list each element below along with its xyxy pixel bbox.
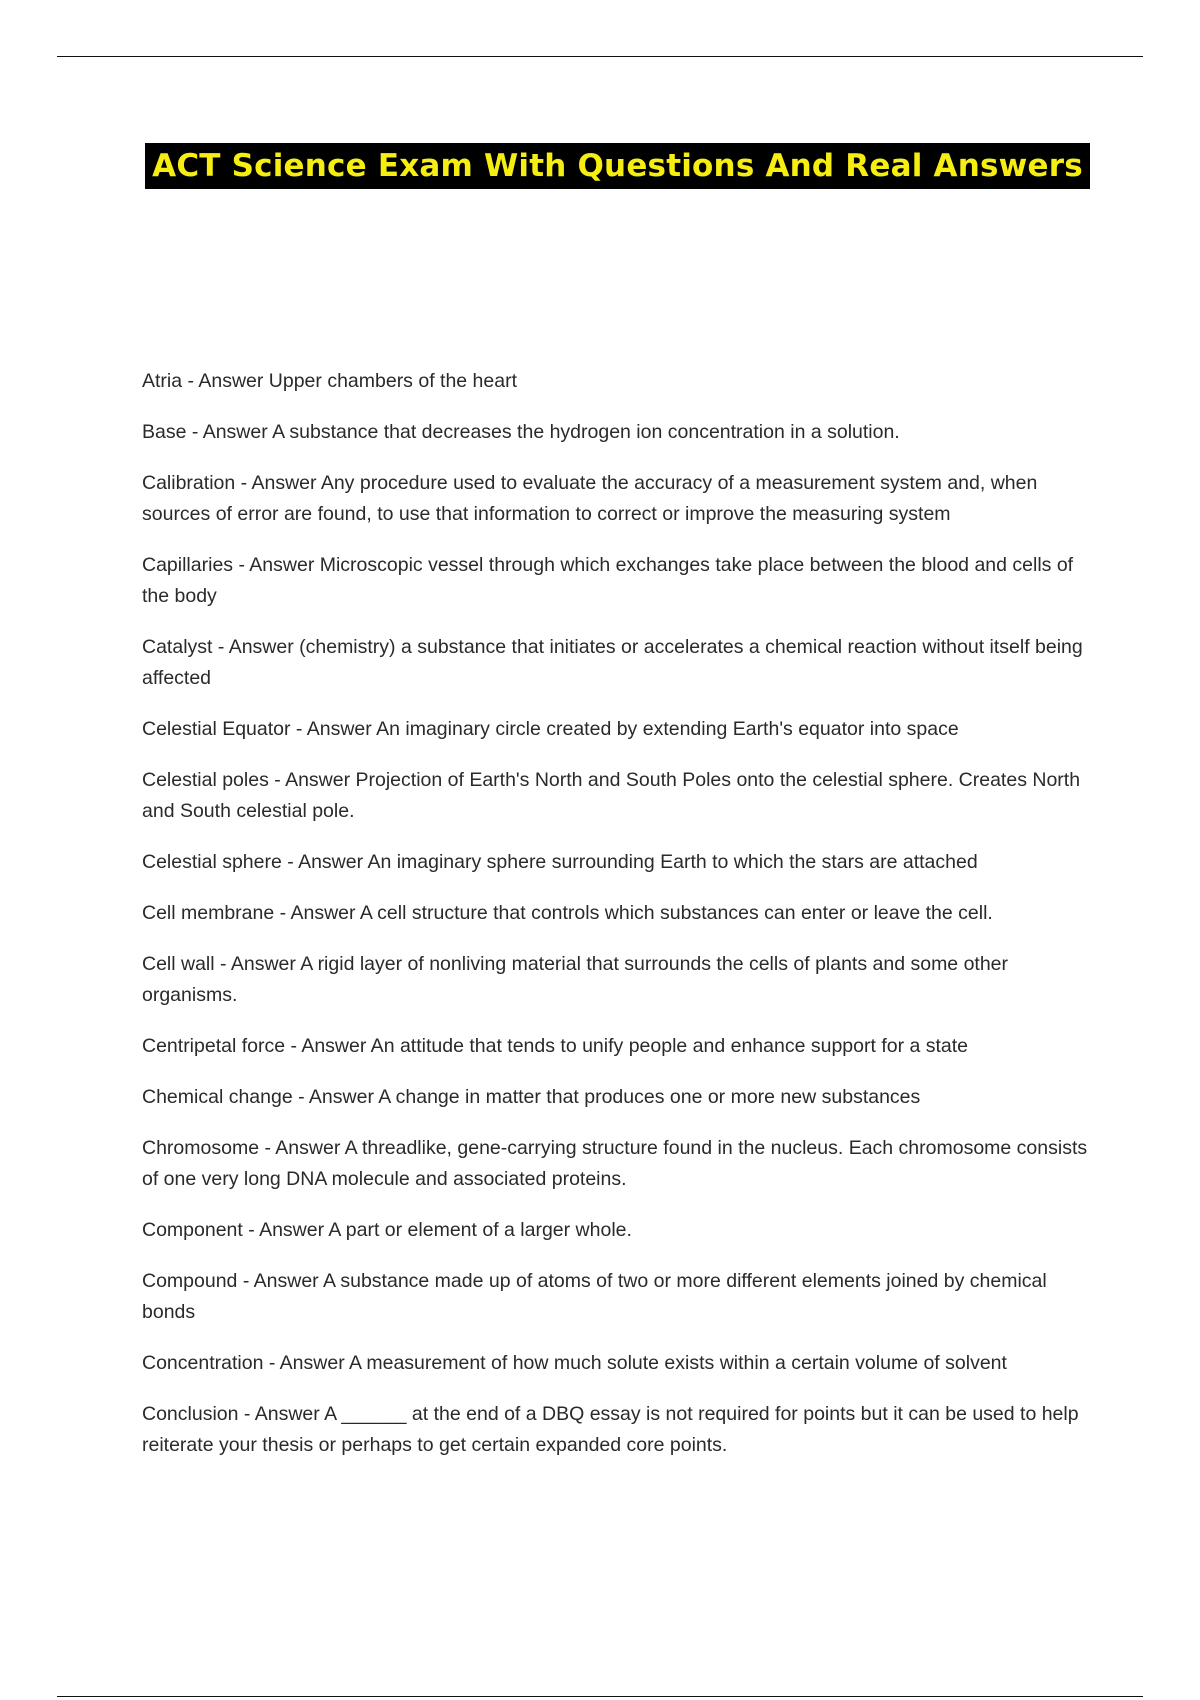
glossary-entry: Catalyst - Answer (chemistry) a substance that initiates or accelerates a chemical reaction without itself being affected — [142, 636, 1083, 689]
title-banner — [145, 143, 1090, 189]
glossary-list — [142, 366, 1102, 1481]
glossary-entry: Chromosome - Answer A threadlike, gene-carrying structure found in the nucleus. Each chromosome consists of one very long DNA molecule and associated proteins. — [142, 1137, 1088, 1190]
glossary-entry: Component - Answer A part or element of a larger whole. — [142, 1219, 632, 1241]
header-rule — [57, 56, 1143, 57]
document-title: ACT Science Exam With Questions And Real Answers — [152, 148, 1083, 184]
glossary-entry: Centripetal force - Answer An attitude that tends to unify people and enhance support for a state — [142, 1035, 969, 1057]
glossary-entry: Atria - Answer Upper chambers of the heart — [142, 370, 518, 392]
glossary-entry: Compound - Answer A substance made up of atoms of two or more different elements joined by chemical bonds — [142, 1270, 1047, 1323]
footer-rule — [57, 1696, 1143, 1697]
glossary-entry: Conclusion - Answer A ______ at the end of a DBQ essay is not required for points but it can be used to help reiterate your thesis or perhaps to get certain expanded core points. — [142, 1403, 1079, 1456]
glossary-entry: Calibration - Answer Any procedure used to evaluate the accuracy of a measurement system and, when sources of error are found, to use that information to correct or improve the measuring system — [142, 472, 1038, 525]
glossary-entry: Cell wall - Answer A rigid layer of nonliving material that surrounds the cells of plants and some other organisms. — [142, 953, 1009, 1006]
glossary-entry: Celestial Equator - Answer An imaginary circle created by extending Earth's equator into space — [142, 718, 959, 740]
glossary-entry: Celestial sphere - Answer An imaginary sphere surrounding Earth to which the stars are attached — [142, 851, 978, 873]
glossary-entry: Capillaries - Answer Microscopic vessel through which exchanges take place between the blood and cells of the body — [142, 554, 1074, 607]
glossary-entry: Concentration - Answer A measurement of how much solute exists within a certain volume of solvent — [142, 1352, 1007, 1374]
glossary-entry: Celestial poles - Answer Projection of Earth's North and South Poles onto the celestial sphere. Creates North and South celestial pole. — [142, 769, 1081, 822]
glossary-entry: Chemical change - Answer A change in matter that produces one or more new substances — [142, 1086, 921, 1108]
glossary-entry: Cell membrane - Answer A cell structure that controls which substances can enter or leave the cell. — [142, 902, 993, 924]
glossary-entry: Base - Answer A substance that decreases the hydrogen ion concentration in a solution. — [142, 421, 900, 443]
